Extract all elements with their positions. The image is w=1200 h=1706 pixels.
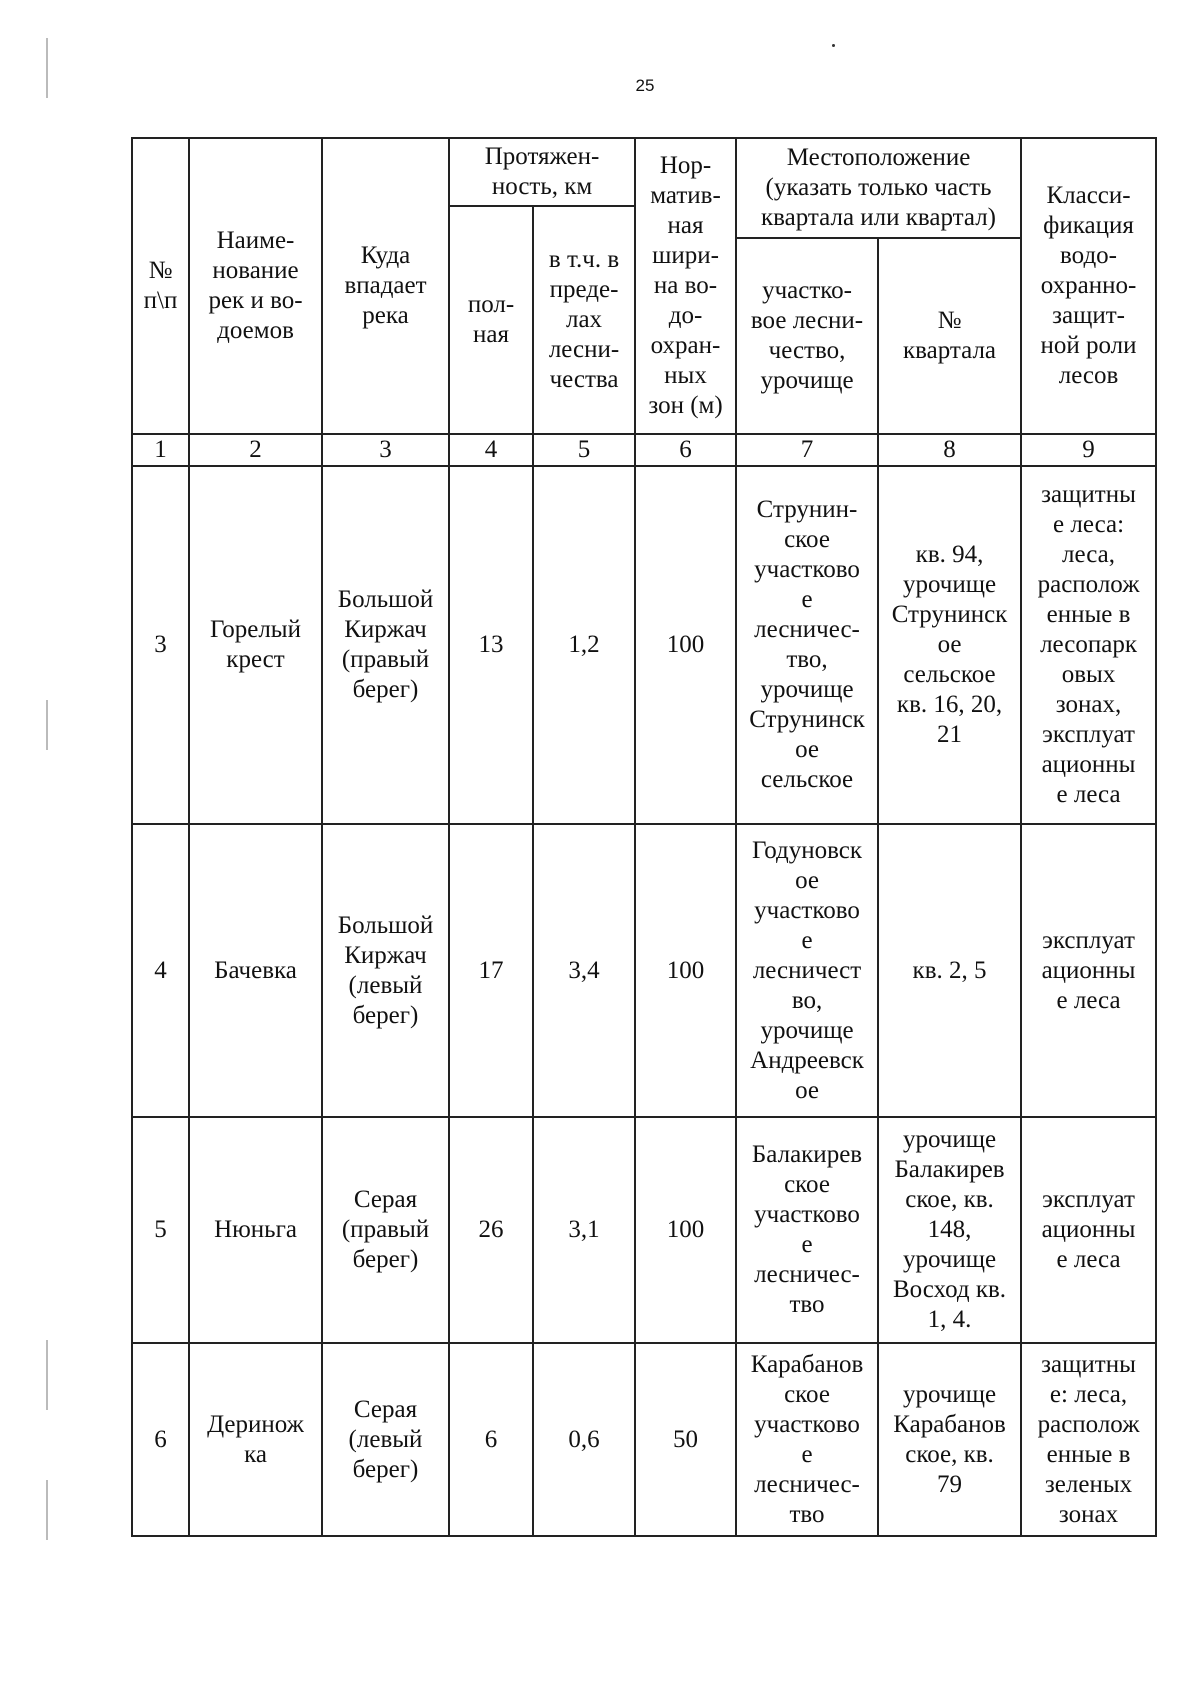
page-number: 25: [635, 76, 655, 95]
river-name: Деринож ка: [189, 1343, 322, 1536]
quarter-numbers: урочище Карабанов ское, кв. 79: [878, 1343, 1021, 1536]
row-number: 4: [132, 824, 189, 1117]
column-number: 1: [132, 434, 189, 466]
header-length-group: Протяжен- ность, км: [449, 138, 635, 206]
header-location-quarter: № квартала: [878, 238, 1021, 434]
river-name: Горелый крест: [189, 466, 322, 824]
length-within: 3,1: [533, 1117, 635, 1343]
length-full: 17: [449, 824, 533, 1117]
forest-classification: эксплуат ационны е леса: [1021, 824, 1156, 1117]
column-number: 3: [322, 434, 449, 466]
table-row: [132, 466, 1156, 824]
river-outflow: Большой Киржач (левый берег): [322, 824, 449, 1117]
table-row: [132, 1343, 1156, 1536]
header-location-district: участко- вое лесни- чество, урочище: [736, 238, 878, 434]
header-classification: Класси- фикация водо- охранно- защит- ной роли лесов: [1021, 138, 1156, 434]
table-row: [132, 824, 1156, 1117]
scan-margin-mark: [46, 700, 48, 750]
table-row: [132, 1117, 1156, 1343]
forestry-district: Струнин- ское участково е лесничес- тво, урочище Струнинск ое сельское: [736, 466, 878, 824]
scan-margin-mark: [46, 1480, 48, 1540]
header-name: Наиме- нование рек и во- доемов: [189, 138, 322, 434]
length-full: 26: [449, 1117, 533, 1343]
header-width: Нор- матив- ная шири- на во- до- охран- ных зон (м): [635, 138, 736, 434]
quarter-numbers: урочище Балакирев ское, кв. 148, урочище Восход кв. 1, 4.: [878, 1117, 1021, 1343]
length-within: 3,4: [533, 824, 635, 1117]
length-full: 6: [449, 1343, 533, 1536]
length-within: 1,2: [533, 466, 635, 824]
river-outflow: Серая (левый берег): [322, 1343, 449, 1536]
column-number: 8: [878, 434, 1021, 466]
row-number: 3: [132, 466, 189, 824]
length-full: 13: [449, 466, 533, 824]
column-number: 4: [449, 434, 533, 466]
column-number: 5: [533, 434, 635, 466]
header-length-full: пол- ная: [449, 206, 533, 434]
scan-margin-mark: [46, 1340, 48, 1410]
row-number: 5: [132, 1117, 189, 1343]
column-number: 7: [736, 434, 878, 466]
header-location-group: Местоположение (указать только часть квартала или квартал): [736, 138, 1021, 238]
river-name: Нюньга: [189, 1117, 322, 1343]
quarter-numbers: кв. 94, урочище Струнинск ое сельское кв. 16, 20, 21: [878, 466, 1021, 824]
zone-width: 100: [635, 824, 736, 1117]
header-length-within: в т.ч. в преде- лах лесни- чества: [533, 206, 635, 434]
forest-classification: защитны е: леса, располож енные в зеленых зонах: [1021, 1343, 1156, 1536]
quarter-numbers: кв. 2, 5: [878, 824, 1021, 1117]
forest-classification: эксплуат ационны е леса: [1021, 1117, 1156, 1343]
water-protection-table: [131, 137, 1157, 1537]
column-number: 2: [189, 434, 322, 466]
scan-dot: [832, 44, 835, 47]
forest-classification: защитны е леса: леса, располож енные в лесопарк овых зонах, эксплуат ационны е леса: [1021, 466, 1156, 824]
forestry-district: Балакирев ское участково е лесничес- тво: [736, 1117, 878, 1343]
row-number: 6: [132, 1343, 189, 1536]
forestry-district: Карабанов ское участково е лесничес- тво: [736, 1343, 878, 1536]
zone-width: 50: [635, 1343, 736, 1536]
zone-width: 100: [635, 1117, 736, 1343]
header-outflow: Куда впадает река: [322, 138, 449, 434]
header-number: № п\п: [132, 138, 189, 434]
river-outflow: Большой Киржач (правый берег): [322, 466, 449, 824]
column-number: 6: [635, 434, 736, 466]
length-within: 0,6: [533, 1343, 635, 1536]
forestry-district: Годуновск ое участково е лесничест во, урочище Андреевск ое: [736, 824, 878, 1117]
zone-width: 100: [635, 466, 736, 824]
river-name: Бачевка: [189, 824, 322, 1117]
column-number: 9: [1021, 434, 1156, 466]
river-outflow: Серая (правый берег): [322, 1117, 449, 1343]
